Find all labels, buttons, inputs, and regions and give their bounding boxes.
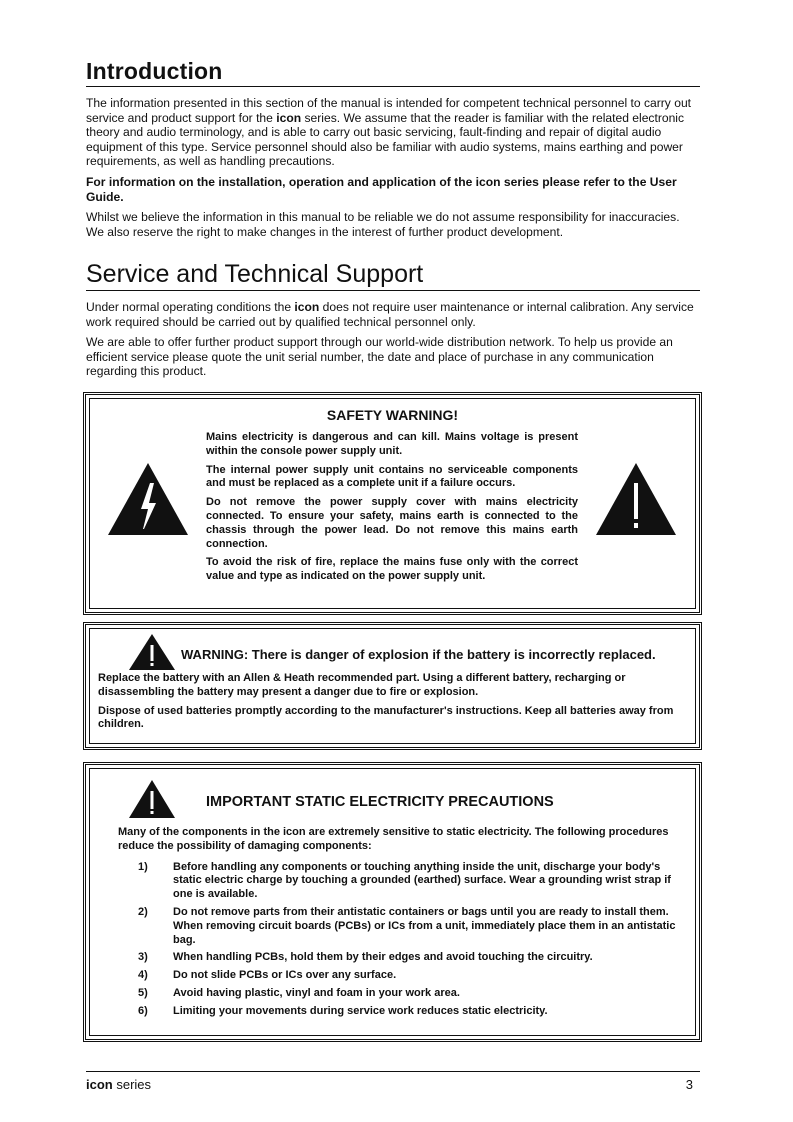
service-paragraph-1: Under normal operating conditions the icon does not require user maintenance or internal calibration. Any service work required should be carried out by qualified technical personnel only. xyxy=(86,300,694,329)
list-item: 2) Do not remove parts from their antistatic containers or bags until you are ready to install them. When removing circuit boards (PCBs) or ICs from a unit, immediately place them in an antistatic bag. xyxy=(138,905,676,946)
footer-divider xyxy=(86,1071,700,1072)
battery-warning-text xyxy=(98,672,688,732)
list-item: 6) Limiting your movements during service work reduces static electricity. xyxy=(138,1004,548,1017)
warning-triangle-icon xyxy=(128,779,176,819)
static-precautions-box xyxy=(83,762,702,1042)
service-heading: Service and Technical Support xyxy=(86,262,700,291)
static-precautions-title: IMPORTANT STATIC ELECTRICITY PRECAUTIONS xyxy=(206,794,554,810)
introduction-body xyxy=(86,96,700,239)
safety-paragraph: The internal power supply unit contains no serviceable components and must be replaced as a complete unit if a failure occurs. xyxy=(206,463,578,490)
battery-warning-title: WARNING: There is danger of explosion if the battery is incorrectly replaced. xyxy=(181,647,656,662)
footer-series: icon series xyxy=(86,1077,152,1092)
safety-warning-title: SAFETY WARNING! xyxy=(326,407,459,423)
list-item: 4) Do not slide PCBs or ICs over any surface. xyxy=(138,969,397,982)
page-number: 3 xyxy=(685,1077,693,1092)
static-precautions-text xyxy=(118,826,678,1023)
brand-name: icon xyxy=(294,300,320,314)
electric-shock-icon xyxy=(106,461,190,537)
safety-paragraph: Do not remove the power supply cover with mains electricity connected. To ensure your safety, mains earth is connected to the chassis through the power lead. Do not remove this mains earth connection. xyxy=(206,496,578,550)
footer-brand: icon xyxy=(86,1077,113,1092)
battery-warning-box xyxy=(83,622,702,750)
exclamation-icon xyxy=(594,461,678,537)
list-item: 3) When handling PCBs, hold them by their edges and avoid touching the circuitry. xyxy=(138,951,593,964)
battery-paragraph: Replace the battery with an Allen & Heath recommended part. Using a different battery, recharging or disassembling the battery may present a danger due to fire or explosion. xyxy=(98,672,626,698)
service-body xyxy=(86,300,700,379)
precautions-list xyxy=(118,861,678,1019)
battery-paragraph: Dispose of used batteries promptly according to the manufacturer's instructions. Keep all batteries away from children. xyxy=(98,704,674,731)
intro-paragraph-1: The information presented in this section of the manual is intended for competent technical personnel to carry out service and product support for the icon series. We assume that the reader is familiar with the related electronic theory and audio terminology, and is able to carry out basic servicing, fault-finding and repair of digital audio equipment of this type. Service personnel should also be familiar with audio systems, mains earthing and power requirements, as well as handling precautions. xyxy=(86,96,692,169)
safety-paragraph: Mains electricity is dangerous and can kill. Mains voltage is present within the console power supply unit. xyxy=(206,431,578,457)
warning-triangle-icon xyxy=(128,633,176,671)
safety-paragraph: To avoid the risk of fire, replace the mains fuse only with the correct value and type as indicated on the power supply unit. xyxy=(206,556,578,583)
safety-warning-box xyxy=(83,392,702,615)
introduction-heading: Introduction xyxy=(86,60,700,87)
list-item: 1) Before handling any components or touching anything inside the unit, discharge your body's static electric charge by touching a grounded (earthed) surface. Wear a grounding wrist strap if one is available. xyxy=(138,860,671,901)
brand-name: icon xyxy=(276,110,302,125)
intro-paragraph-2: For information on the installation, operation and application of the icon series please refer to the User Guide. xyxy=(86,174,677,204)
list-item: 5) Avoid having plastic, vinyl and foam in your work area. xyxy=(138,986,460,999)
service-paragraph-2: We are able to offer further product support through our world-wide distribution network. To help us provide an efficient service please quote the unit serial number, the date and place of purchase in any communication regarding this product. xyxy=(86,335,673,379)
static-intro: Many of the components in the icon are extremely sensitive to static electricity. The following procedures reduce the possibility of damaging components: xyxy=(118,826,669,852)
safety-warning-text xyxy=(206,431,578,584)
intro-paragraph-3: Whilst we believe the information in this manual to be reliable we do not assume responsibility for inaccuracies. We also reserve the right to make changes in the interest of further product development. xyxy=(86,210,680,239)
